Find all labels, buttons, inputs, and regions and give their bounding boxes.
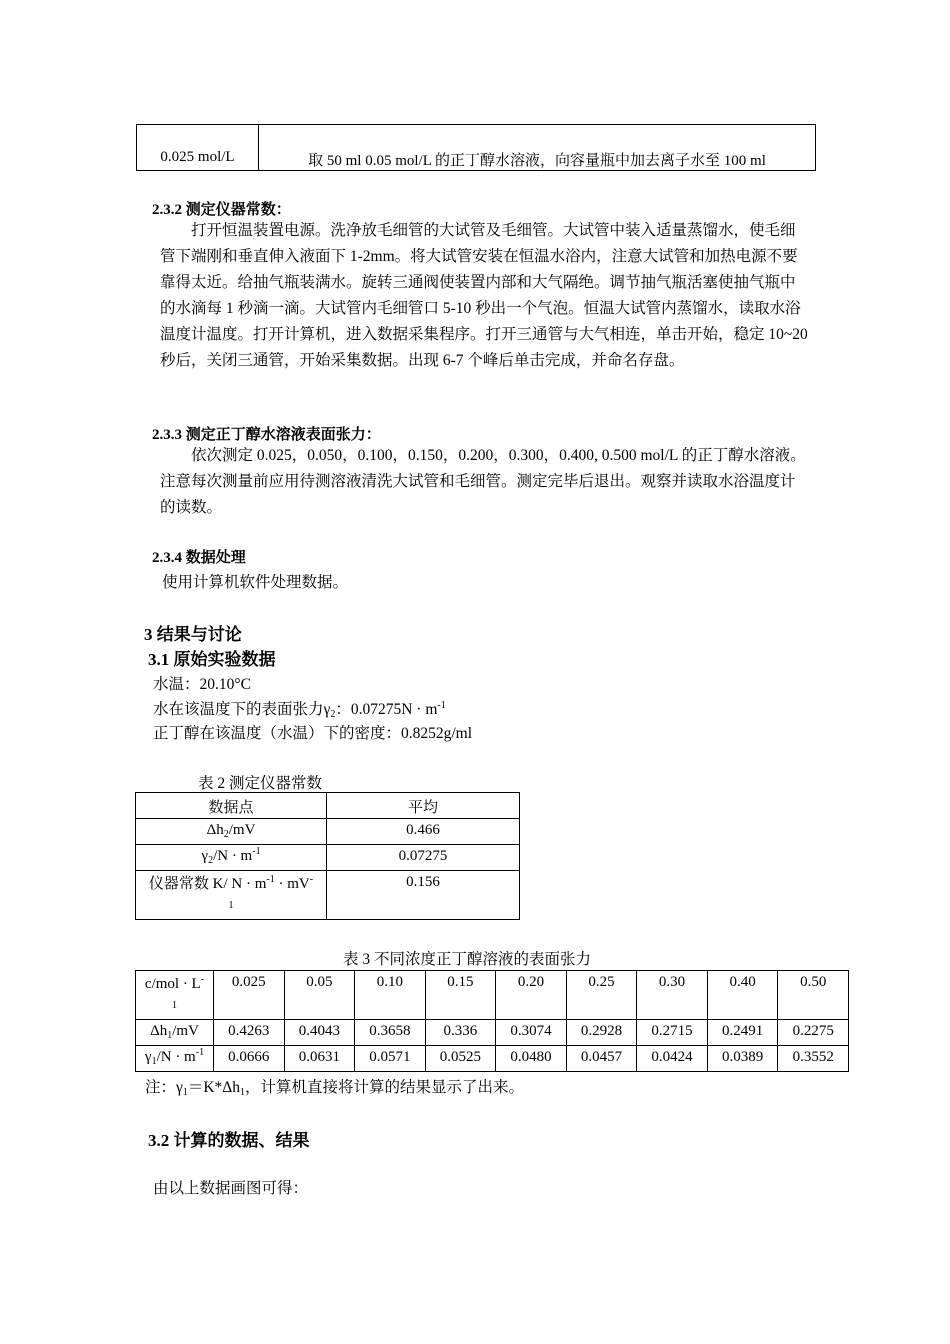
section-3-2-heading: 3.2 计算的数据、结果 (148, 1131, 310, 1150)
table-2-row-value: 0.07275 (327, 845, 520, 871)
table-3-delta-h-cell: 0.2928 (566, 1020, 637, 1046)
table-3-delta-h-cell: 0.3074 (496, 1020, 567, 1046)
table-3-delta-h-cell: 0.336 (425, 1020, 496, 1046)
table-3-delta-h-cell: 0.2275 (778, 1020, 849, 1046)
table-2-header-average: 平均 (327, 793, 520, 819)
section-2-3-4-text: 使用计算机软件处理数据。 (162, 574, 349, 591)
table-2-row-label: 仪器常数 K/ $N \cdot m^{-1} \cdot mV^-$ 1 (136, 871, 327, 920)
table-3-gamma-cell: 0.0424 (637, 1046, 708, 1072)
table-3-gamma-cell: 0.0631 (284, 1046, 355, 1072)
table-3-caption: 表 3 不同浓度正丁醇溶液的表面张力 (343, 951, 592, 968)
section-2-3-3-heading: 2.3.3 测定正丁醇水溶液表面张力： (152, 427, 381, 443)
table-3-concentration-cell: 0.30 (637, 971, 708, 1020)
table-3-concentration-cell: 0.025 (214, 971, 285, 1020)
section-2-3-4-heading: 2.3.4 数据处理 (152, 550, 246, 566)
table-3-concentration-cell: 0.40 (707, 971, 778, 1020)
preparation-table (136, 124, 816, 171)
table-3-gamma-cell: 0.0666 (214, 1046, 285, 1072)
table-2 (135, 792, 520, 920)
table-3-delta-h-cell: 0.4043 (284, 1020, 355, 1046)
table-3-note: 注：$\gamma_1=K*\Delta h_1$，计算机直接将计算的结果显示了出来。 (145, 1079, 525, 1098)
table-3-concentration-cell: 0.15 (425, 971, 496, 1020)
table-3-concentration-cell: 0.05 (284, 971, 355, 1020)
table-2-row-label: $\gamma_2/N \cdot m^{-1}$ (136, 845, 327, 871)
table-3-delta-h-cell: 0.2491 (707, 1020, 778, 1046)
table-3-concentration-cell: 0.25 (566, 971, 637, 1020)
table-3-gamma-cell: 0.0571 (355, 1046, 426, 1072)
section-3-1-heading: 3.1 原始实验数据 (148, 650, 276, 669)
table-3-delta-h-cell: 0.2715 (637, 1020, 708, 1046)
section-3-2-text: 由以上数据画图可得： (153, 1180, 309, 1197)
table-2-header-datapoint: 数据点 (136, 793, 327, 819)
table-2-caption: 表 2 测定仪器常数 (198, 775, 323, 792)
concentration-cell: 0.025 mol/L (137, 125, 259, 171)
table-3-concentration-cell: 0.20 (496, 971, 567, 1020)
table-2-row-value: 0.156 (327, 871, 520, 920)
table-3-delta-h-cell: 0.3658 (355, 1020, 426, 1046)
table-3-gamma-cell: 0.0525 (425, 1046, 496, 1072)
section-2-3-2-heading: 2.3.2 测定仪器常数： (152, 202, 291, 218)
table-3-concentration-label: c/mol · L- 1 (136, 971, 214, 1020)
table-3-gamma-cell: 0.0389 (707, 1046, 778, 1072)
section-2-3-2-paragraph: 打开恒温装置电源。洗净放毛细管的大试管及毛细管。大试管中装入适量蒸馏水，使毛细管下端刚和垂直伸入液面下 1-2mm。将大试管安装在恒温水浴内，注意大试管和加热电源不要靠得太近。给抽气瓶装满水。旋转三通阀使装置内部和大气隔绝。调节抽气瓶活塞使抽气瓶中的水滴每 1 秒滴一滴。大试管内毛细管口 5-10 秒出一个气泡。恒温大试管内蒸馏水，读取水浴温度计温度。打开计算机，进入数据采集程序。打开三通管与大气相连，单击开始，稳定 10~20 秒后，关闭三通管，开始采集数据。出现 6-7 个峰后单击完成，并命名存盘。 (160, 222, 808, 369)
preparation-cell: 取 50 ml 0.05 mol/L 的正丁醇水溶液，向容量瓶中加去离子水至 100 ml (259, 125, 816, 171)
table-3 (135, 970, 849, 1072)
table-3-gamma-label: $\gamma_1/N \cdot m^{-1}$ (136, 1046, 214, 1072)
table-3-concentration-cell: 0.50 (778, 971, 849, 1020)
butanol-density: 正丁醇在该温度（水温）下的密度：0.8252g/ml (153, 725, 473, 742)
table-2-row-value: 0.466 (327, 819, 520, 845)
table-3-delta-h-label: $\Delta h_1/mV$ (136, 1020, 214, 1046)
section-2-3-3-paragraph: 依次测定 0.025，0.050，0.100，0.150，0.200，0.300，0.400, 0.500 mol/L 的正丁醇水溶液。注意每次测量前应用待测溶液清洗大试管和毛细管。测定完毕后退出。观察并读取水浴温度计的读数。 (160, 447, 806, 516)
section-3-heading: 3 结果与讨论 (144, 625, 242, 644)
table-3-gamma-cell: 0.0480 (496, 1046, 567, 1072)
table-2-row-label: $\Delta h_2/mV$ (136, 819, 327, 845)
table-3-gamma-cell: 0.0457 (566, 1046, 637, 1072)
water-surface-tension: 水在该温度下的表面张力$\gamma_2$：$0.07275N \cdot m^{-1}$ (153, 700, 446, 720)
water-temperature: 水温：20.10°C (153, 676, 251, 693)
table-3-concentration-cell: 0.10 (355, 971, 426, 1020)
table-3-delta-h-cell: 0.4263 (214, 1020, 285, 1046)
table-3-gamma-cell: 0.3552 (778, 1046, 849, 1072)
